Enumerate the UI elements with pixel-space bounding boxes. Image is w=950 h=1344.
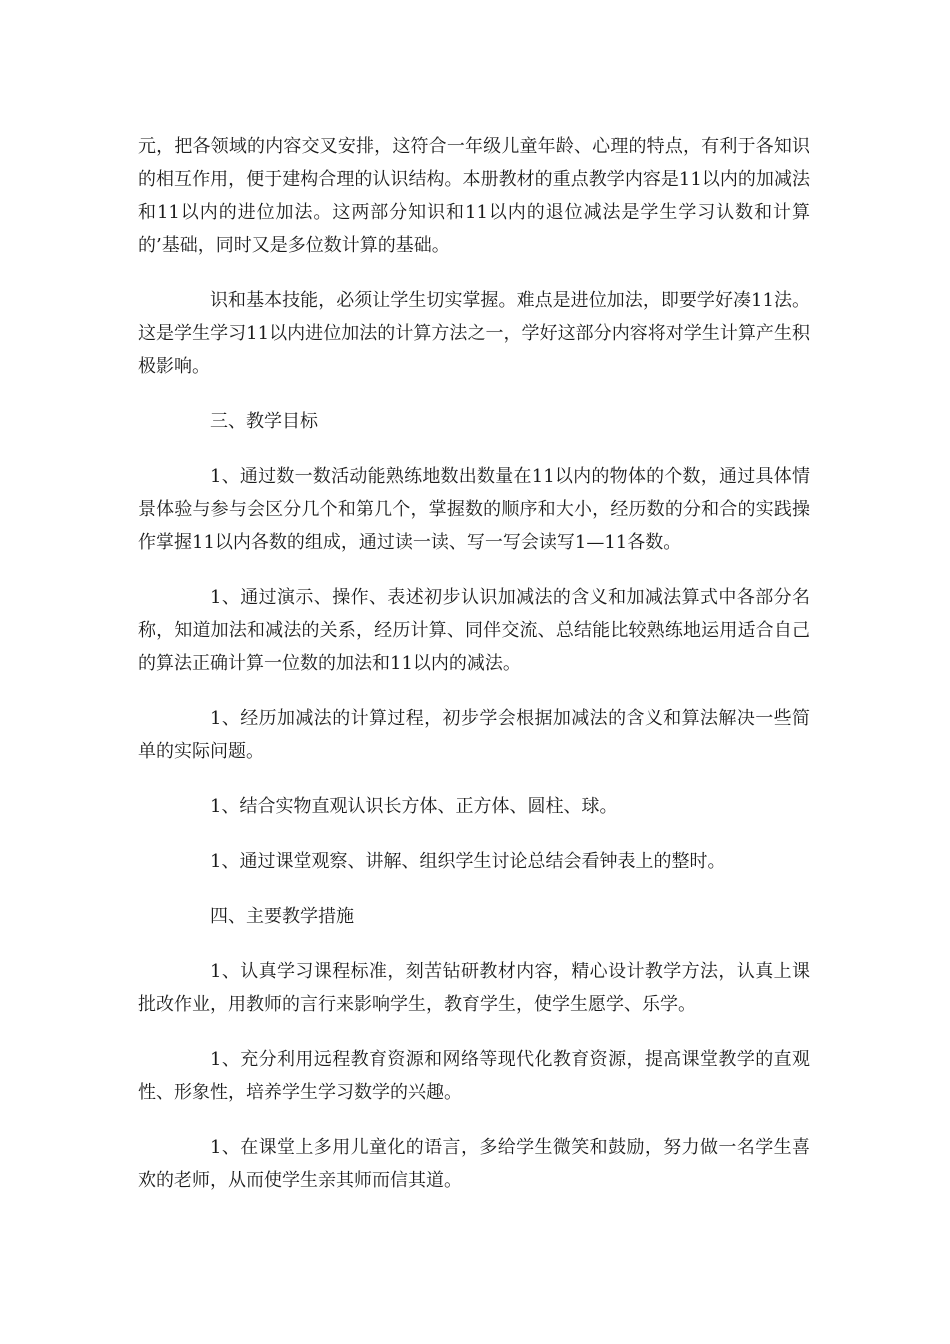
paragraph-1: 元，把各领域的内容交叉安排，这符合一年级儿童年龄、心理的特点，有利于各知识的相互作用，便于建构合理的认识结构。本册教材的重点教学内容是11以内的加减法和11以内的进位加法。这两部分知识和11以内的退位减法是学生学习认数和计算的’基础，同时又是多位数计算的基础。 — [138, 136, 810, 256]
measure-item-3: 1、在课堂上多用儿童化的语言，多给学生微笑和鼓励，努力做一名学生喜欢的老师，从而使学生亲其师而信其道。 — [138, 1137, 810, 1191]
measure-item-2: 1、充分利用远程教育资源和网络等现代化教育资源，提高课堂教学的直观性、形象性，培养学生学习数学的兴趣。 — [138, 1049, 810, 1103]
objective-item-4: 1、结合实物直观认识长方体、正方体、圆柱、球。 — [210, 796, 618, 817]
paragraph-2: 识和基本技能，必须让学生切实掌握。难点是进位加法，即要学好凑11法。这是学生学习11以内进位加法的计算方法之一，学好这部分内容将对学生计算产生积极影响。 — [138, 290, 810, 377]
section-heading-measures: 四、主要教学措施 — [210, 906, 354, 927]
measure-item-1: 1、认真学习课程标准，刻苦钻研教材内容，精心设计教学方法，认真上课批改作业，用教师的言行来影响学生，教育学生，使学生愿学、乐学。 — [138, 961, 810, 1015]
objective-item-3: 1、经历加减法的计算过程，初步学会根据加减法的含义和算法解决一些简单的实际问题。 — [138, 708, 810, 762]
objective-item-1: 1、通过数一数活动能熟练地数出数量在11以内的物体的个数，通过具体情景体验与参与会区分几个和第几个，掌握数的顺序和大小，经历数的分和合的实践操作掌握11以内各数的组成，通过读一读、写一写会读写1—11各数。 — [138, 466, 810, 553]
section-heading-objectives: 三、教学目标 — [210, 411, 318, 432]
document-body — [138, 130, 810, 1219]
objective-item-2: 1、通过演示、操作、表述初步认识加减法的含义和加减法算式中各部分名称，知道加法和减法的关系，经历计算、同伴交流、总结能比较熟练地运用适合自己的算法正确计算一位数的加法和11以内的减法。 — [138, 587, 810, 674]
objective-item-5: 1、通过课堂观察、讲解、组织学生讨论总结会看钟表上的整时。 — [210, 851, 726, 872]
